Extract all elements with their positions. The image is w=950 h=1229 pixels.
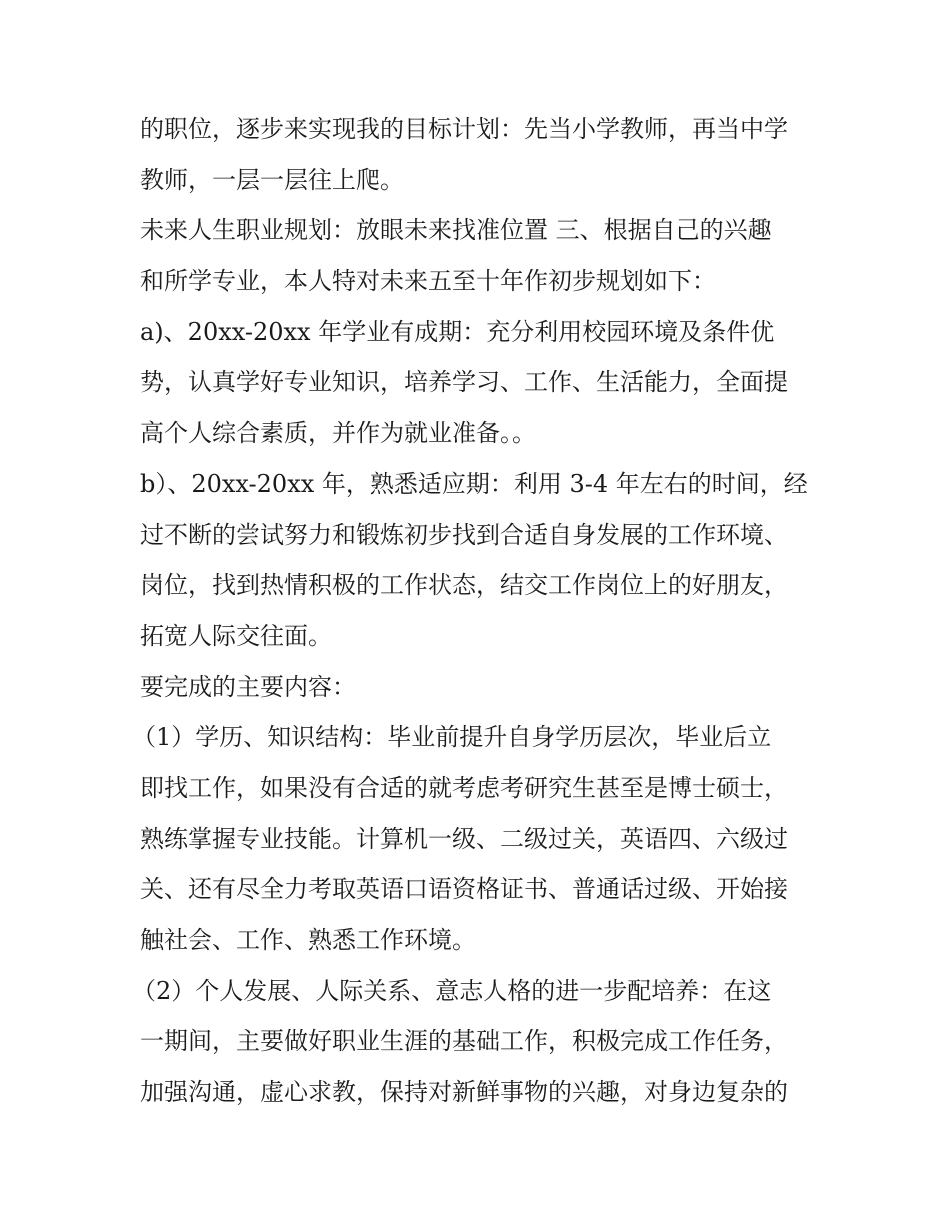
text-line: b）、20xx-20xx 年，熟悉适应期：利用 3-4 年左右的时间，经	[140, 469, 808, 498]
text-line: a)、20xx-20xx 年学业有成期：充分利用校园环境及条件优	[140, 317, 775, 346]
text-line: 势，认真学好专业知识，培养学习、工作、生活能力，全面提	[140, 368, 788, 397]
text-line: 和所学专业，本人特对未来五至十年作初步规划如下：	[140, 267, 716, 296]
text-line: 加强沟通，虚心求教，保持对新鲜事物的兴趣，对身边复杂的	[140, 1078, 788, 1107]
text-line: 拓宽人际交往面。	[140, 621, 332, 650]
text-line: 的职位，逐步来实现我的目标计划：先当小学教师，再当中学	[140, 115, 788, 143]
text-line: 熟练掌握专业技能。计算机一级、二级过关，英语四、六级过	[140, 824, 788, 853]
text-line: 过不断的尝试努力和锻炼初步找到合适自身发展的工作环境、	[140, 520, 788, 549]
text-line: 岗位，找到热情积极的工作状态，结交工作岗位上的好朋友，	[140, 571, 788, 600]
text-line: （2）个人发展、人际关系、意志人格的进一步配培养：在这	[132, 976, 772, 1005]
text-line: 关、还有尽全力考取英语口语资格证书、普通话过级、开始接	[140, 875, 788, 904]
text-line: 高个人综合素质，并作为就业准备。。	[140, 419, 536, 448]
text-line: 一期间，主要做好职业生涯的基础工作，积极完成工作任务，	[140, 1027, 788, 1056]
text-line: 触社会、工作、熟悉工作环境。	[140, 926, 476, 954]
document-body	[132, 104, 820, 1118]
text-line: 要完成的主要内容：	[140, 672, 356, 701]
text-line: 教师，一层一层往上爬。	[140, 165, 404, 194]
text-line: 即找工作，如果没有合适的就考虑考研究生甚至是博士硕士，	[140, 773, 788, 802]
text-line: 未来人生职业规划：放眼未来找准位置 三、根据自己的兴趣	[140, 216, 772, 245]
text-line: （1）学历、知识结构：毕业前提升自身学历层次，毕业后立	[132, 723, 772, 752]
